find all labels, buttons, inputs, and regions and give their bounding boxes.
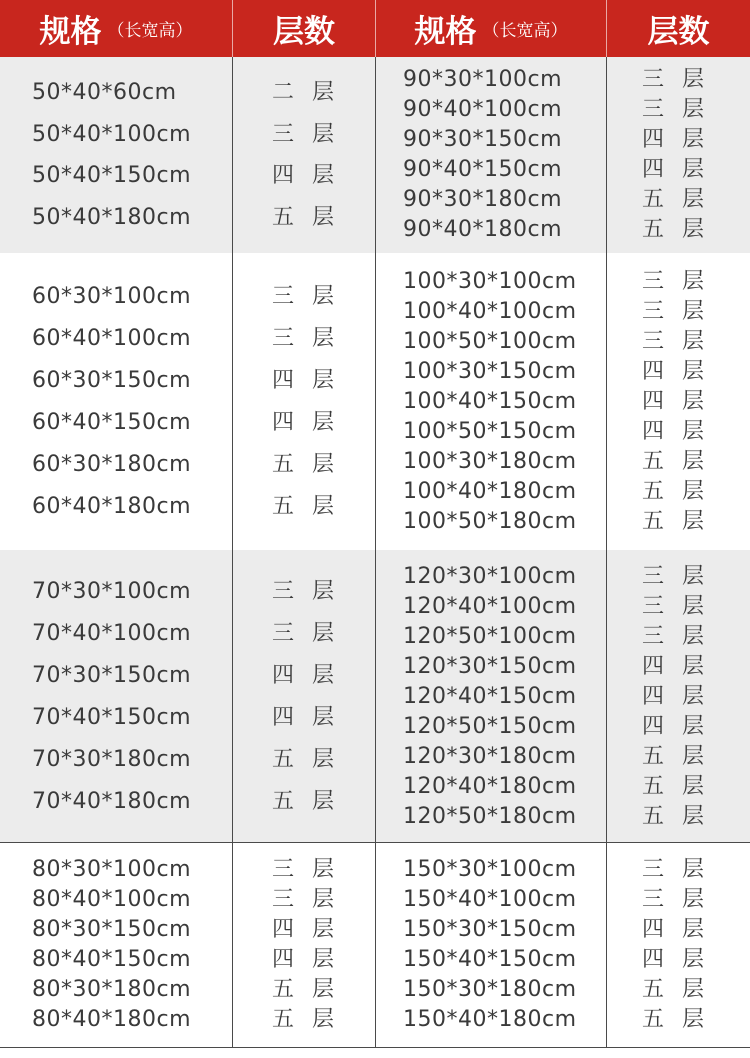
layer-count <box>642 742 704 772</box>
spec-size: 120*50*150cm <box>403 714 577 739</box>
layer-unit: 层 <box>312 1007 335 1032</box>
layer-number: 五 <box>272 747 295 772</box>
spec-size: 90*40*100cm <box>403 97 563 122</box>
layer-number: 三 <box>642 624 665 649</box>
layer-number: 四 <box>642 359 665 384</box>
spec-size: 100*40*180cm <box>403 479 577 504</box>
layer-unit: 层 <box>312 977 335 1002</box>
layer-number: 四 <box>642 389 665 414</box>
layer-number: 五 <box>642 1007 665 1032</box>
layer-unit: 层 <box>682 389 705 414</box>
spec-size: 120*50*100cm <box>403 624 577 649</box>
spec-size: 120*30*150cm <box>403 654 577 679</box>
layer-count <box>642 855 704 885</box>
header-spec-sub: （长宽高） <box>482 21 568 41</box>
spec-size: 70*30*180cm <box>32 747 192 772</box>
layer-count <box>642 802 704 832</box>
layer-number: 四 <box>272 705 295 730</box>
layer-count <box>272 114 334 156</box>
header-layer-right <box>607 0 750 57</box>
spec-size: 150*30*100cm <box>403 857 577 882</box>
layer-count <box>642 915 704 945</box>
spec-size: 70*30*100cm <box>32 579 192 604</box>
spec-size: 90*40*180cm <box>403 217 563 242</box>
left-spec-column <box>32 571 191 823</box>
layer-unit: 层 <box>312 947 335 972</box>
spec-size: 100*50*180cm <box>403 509 577 534</box>
layer-unit: 层 <box>682 479 705 504</box>
layer-unit: 层 <box>682 127 705 152</box>
right-layer-column <box>642 267 704 537</box>
layer-count <box>642 65 704 95</box>
spec-size: 60*30*100cm <box>32 284 192 309</box>
row-divider <box>0 842 750 843</box>
layer-unit: 层 <box>682 269 705 294</box>
layer-number: 四 <box>272 410 295 435</box>
layer-unit: 层 <box>312 789 335 814</box>
spec-size: 150*40*100cm <box>403 887 577 912</box>
layer-number: 五 <box>272 452 295 477</box>
layer-unit: 层 <box>682 449 705 474</box>
layer-number: 四 <box>642 419 665 444</box>
layer-unit: 层 <box>682 359 705 384</box>
spec-size: 50*40*60cm <box>32 80 177 105</box>
layer-count <box>642 975 704 1005</box>
layer-number: 三 <box>272 887 295 912</box>
layer-unit: 层 <box>682 157 705 182</box>
spec-size: 150*40*180cm <box>403 1007 577 1032</box>
spec-size: 80*30*180cm <box>32 977 192 1002</box>
layer-count <box>272 855 334 885</box>
layer-unit: 层 <box>682 594 705 619</box>
layer-unit: 层 <box>682 509 705 534</box>
layer-number: 五 <box>642 509 665 534</box>
layer-unit: 层 <box>312 705 335 730</box>
layer-number: 三 <box>272 121 295 147</box>
layer-number: 四 <box>642 917 665 942</box>
right-spec-column <box>403 267 577 537</box>
layer-unit: 层 <box>312 887 335 912</box>
spec-size: 80*40*180cm <box>32 1007 192 1032</box>
spec-size: 70*30*150cm <box>32 663 192 688</box>
layer-unit: 层 <box>312 452 335 477</box>
right-spec-column <box>403 562 577 832</box>
layer-unit: 层 <box>312 663 335 688</box>
right-spec-column <box>403 855 577 1035</box>
layer-unit: 层 <box>682 97 705 122</box>
layer-count <box>272 975 334 1005</box>
header-layer-left <box>233 0 375 57</box>
left-spec-column <box>32 72 191 238</box>
layer-number: 三 <box>642 594 665 619</box>
layer-number: 四 <box>642 157 665 182</box>
layer-unit: 层 <box>682 67 705 92</box>
spec-size: 70*40*180cm <box>32 789 192 814</box>
layer-count <box>642 507 704 537</box>
layer-unit: 层 <box>682 624 705 649</box>
header-layer-label: 层数 <box>647 14 710 50</box>
right-layer-column <box>642 65 704 245</box>
layer-count <box>642 327 704 357</box>
layer-number: 三 <box>272 579 295 604</box>
spec-size: 90*40*150cm <box>403 157 563 182</box>
layer-unit: 层 <box>682 857 705 882</box>
layer-count <box>642 447 704 477</box>
spec-size: 70*40*100cm <box>32 621 192 646</box>
right-layer-column <box>642 562 704 832</box>
spec-size: 120*40*150cm <box>403 684 577 709</box>
layer-number: 五 <box>642 217 665 242</box>
layer-number: 三 <box>642 564 665 589</box>
spec-size: 90*30*150cm <box>403 127 563 152</box>
left-layer-column <box>272 276 334 528</box>
layer-number: 四 <box>642 127 665 152</box>
layer-number: 五 <box>272 1007 295 1032</box>
layer-count <box>642 95 704 125</box>
spec-size: 150*40*150cm <box>403 947 577 972</box>
layer-unit: 层 <box>312 917 335 942</box>
layer-number: 五 <box>642 744 665 769</box>
layer-count <box>642 185 704 215</box>
layer-number: 三 <box>272 284 295 309</box>
layer-count <box>642 772 704 802</box>
layer-count <box>642 945 704 975</box>
spec-size: 100*30*100cm <box>403 269 577 294</box>
layer-number: 三 <box>272 621 295 646</box>
layer-unit: 层 <box>682 744 705 769</box>
layer-number: 五 <box>642 187 665 212</box>
layer-unit: 层 <box>312 747 335 772</box>
layer-count <box>272 318 334 360</box>
table-header <box>0 0 750 57</box>
layer-count <box>642 885 704 915</box>
layer-unit: 层 <box>682 299 705 324</box>
spec-size: 120*40*180cm <box>403 774 577 799</box>
column-divider <box>232 57 233 1047</box>
right-spec-column <box>403 65 562 245</box>
layer-count <box>642 477 704 507</box>
layer-count <box>272 197 334 239</box>
layer-unit: 层 <box>682 329 705 354</box>
layer-count <box>642 155 704 185</box>
header-spec-sub: （长宽高） <box>107 21 193 41</box>
layer-unit: 层 <box>312 326 335 351</box>
layer-unit: 层 <box>682 714 705 739</box>
spec-size: 50*40*150cm <box>32 163 192 188</box>
layer-unit: 层 <box>682 774 705 799</box>
column-divider <box>606 57 607 1047</box>
spec-size: 120*30*100cm <box>403 564 577 589</box>
layer-number: 四 <box>642 684 665 709</box>
spec-size: 100*40*150cm <box>403 389 577 414</box>
layer-count <box>642 622 704 652</box>
header-spec-right <box>376 0 606 57</box>
layer-count <box>272 402 334 444</box>
layer-count <box>272 1005 334 1035</box>
layer-number: 五 <box>642 479 665 504</box>
layer-count <box>272 613 334 655</box>
spec-size: 100*40*100cm <box>403 299 577 324</box>
column-divider <box>375 57 376 1047</box>
layer-unit: 层 <box>682 1007 705 1032</box>
header-spec-label: 规格 <box>39 14 102 50</box>
layer-count <box>642 712 704 742</box>
layer-number: 三 <box>272 326 295 351</box>
layer-unit: 层 <box>682 564 705 589</box>
layer-unit: 层 <box>312 494 335 519</box>
layer-unit: 层 <box>312 368 335 393</box>
layer-number: 五 <box>642 449 665 474</box>
spec-size: 50*40*180cm <box>32 204 192 230</box>
layer-count <box>642 682 704 712</box>
layer-number: 三 <box>642 329 665 354</box>
layer-unit: 层 <box>312 857 335 882</box>
layer-unit: 层 <box>682 187 705 212</box>
layer-count <box>642 125 704 155</box>
layer-number: 四 <box>642 654 665 679</box>
right-layer-column <box>642 855 704 1035</box>
layer-count <box>642 1005 704 1035</box>
header-spec-left <box>0 0 232 57</box>
layer-number: 三 <box>642 269 665 294</box>
layer-count <box>272 276 334 318</box>
layer-count <box>272 155 334 197</box>
layer-count <box>272 486 334 528</box>
layer-number: 五 <box>642 977 665 1002</box>
spec-size: 90*30*100cm <box>403 67 563 92</box>
spec-size: 80*30*100cm <box>32 857 192 882</box>
spec-size: 100*30*180cm <box>403 449 577 474</box>
layer-number: 四 <box>642 947 665 972</box>
spec-size: 60*40*180cm <box>32 494 192 519</box>
layer-count <box>272 360 334 402</box>
spec-size: 80*30*150cm <box>32 917 192 942</box>
layer-unit: 层 <box>312 621 335 646</box>
layer-number: 五 <box>272 204 295 230</box>
layer-count <box>642 562 704 592</box>
layer-count <box>272 72 334 114</box>
header-layer-label: 层数 <box>273 14 335 50</box>
layer-count <box>642 417 704 447</box>
layer-unit: 层 <box>312 284 335 309</box>
layer-count <box>272 945 334 975</box>
spec-size: 60*30*180cm <box>32 452 192 477</box>
layer-unit: 层 <box>682 804 705 829</box>
layer-number: 五 <box>272 789 295 814</box>
layer-count <box>642 387 704 417</box>
layer-number: 五 <box>272 977 295 1002</box>
layer-unit: 层 <box>682 217 705 242</box>
layer-number: 四 <box>642 714 665 739</box>
layer-unit: 层 <box>312 204 335 230</box>
spec-size: 60*40*100cm <box>32 326 192 351</box>
layer-number: 三 <box>272 857 295 882</box>
spec-size: 120*40*100cm <box>403 594 577 619</box>
spec-size: 70*40*150cm <box>32 705 192 730</box>
layer-count <box>642 357 704 387</box>
layer-number: 四 <box>272 663 295 688</box>
spec-size: 150*30*180cm <box>403 977 577 1002</box>
layer-number: 四 <box>272 368 295 393</box>
layer-number: 三 <box>642 67 665 92</box>
layer-unit: 层 <box>682 887 705 912</box>
layer-count <box>272 697 334 739</box>
spec-size: 120*30*180cm <box>403 744 577 769</box>
left-layer-column <box>272 855 334 1035</box>
left-layer-column <box>272 571 334 823</box>
spec-size: 90*30*180cm <box>403 187 563 212</box>
spec-size: 120*50*180cm <box>403 804 577 829</box>
spec-size: 150*30*150cm <box>403 917 577 942</box>
layer-count <box>272 885 334 915</box>
layer-unit: 层 <box>312 579 335 604</box>
layer-unit: 层 <box>682 947 705 972</box>
layer-count <box>642 652 704 682</box>
row-divider <box>0 1047 750 1048</box>
layer-count <box>642 592 704 622</box>
layer-unit: 层 <box>682 977 705 1002</box>
spec-size: 60*30*150cm <box>32 368 192 393</box>
spec-size: 80*40*100cm <box>32 887 192 912</box>
layer-number: 三 <box>642 887 665 912</box>
spec-size: 50*40*100cm <box>32 121 192 147</box>
layer-unit: 层 <box>312 410 335 435</box>
layer-count <box>272 655 334 697</box>
layer-unit: 层 <box>312 80 335 105</box>
layer-unit: 层 <box>682 419 705 444</box>
layer-unit: 层 <box>682 654 705 679</box>
spec-size: 100*50*150cm <box>403 419 577 444</box>
layer-number: 三 <box>642 299 665 324</box>
layer-number: 五 <box>642 804 665 829</box>
layer-unit: 层 <box>312 163 335 188</box>
layer-count <box>642 215 704 245</box>
layer-number: 二 <box>272 80 295 105</box>
left-spec-column <box>32 855 191 1035</box>
spec-size: 100*30*150cm <box>403 359 577 384</box>
spec-size: 60*40*150cm <box>32 410 192 435</box>
layer-unit: 层 <box>682 684 705 709</box>
layer-number: 四 <box>272 947 295 972</box>
layer-count <box>272 915 334 945</box>
layer-number: 四 <box>272 917 295 942</box>
layer-count <box>642 297 704 327</box>
layer-count <box>272 571 334 613</box>
spec-size: 80*40*150cm <box>32 947 192 972</box>
layer-number: 三 <box>642 97 665 122</box>
layer-unit: 层 <box>312 121 335 147</box>
layer-count <box>272 781 334 823</box>
layer-count <box>272 444 334 486</box>
layer-count <box>642 267 704 297</box>
layer-number: 四 <box>272 163 295 188</box>
left-spec-column <box>32 276 191 528</box>
layer-number: 三 <box>642 857 665 882</box>
layer-count <box>272 739 334 781</box>
header-spec-label: 规格 <box>414 14 477 50</box>
left-layer-column <box>272 72 334 238</box>
layer-unit: 层 <box>682 917 705 942</box>
spec-size: 100*50*100cm <box>403 329 577 354</box>
layer-number: 五 <box>642 774 665 799</box>
layer-number: 五 <box>272 494 295 519</box>
